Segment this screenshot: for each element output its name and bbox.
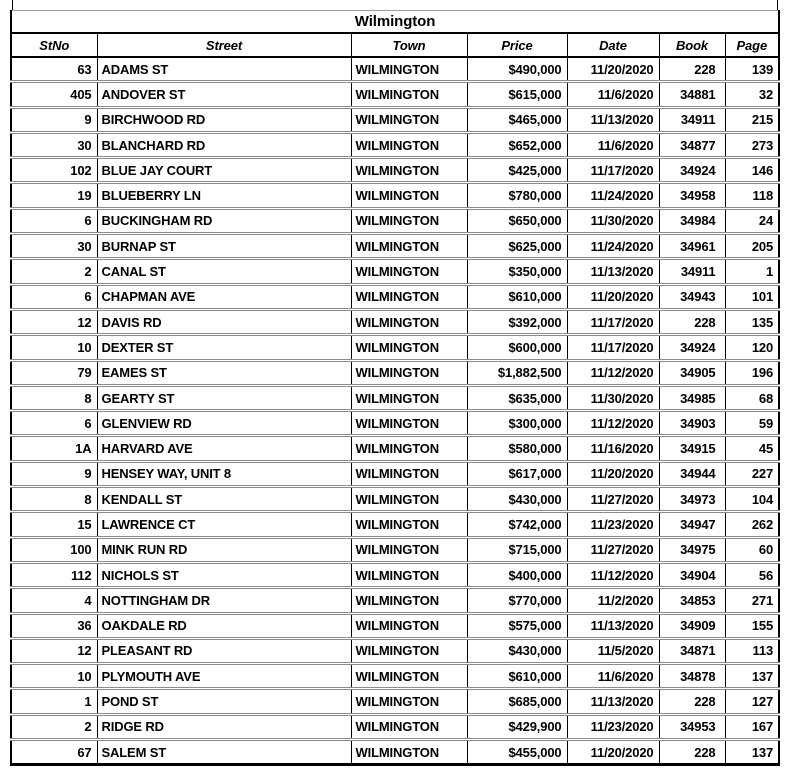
cell-date: 11/2/2020 bbox=[567, 588, 659, 613]
cell-stno: 112 bbox=[11, 562, 97, 587]
cell-price: $610,000 bbox=[467, 664, 567, 689]
cell-book: 34961 bbox=[659, 234, 725, 259]
cell-book: 34878 bbox=[659, 664, 725, 689]
cell-date: 11/13/2020 bbox=[567, 107, 659, 132]
cell-date: 11/6/2020 bbox=[567, 132, 659, 157]
cell-stno: 2 bbox=[11, 259, 97, 284]
cell-town: WILMINGTON bbox=[351, 183, 467, 208]
table-row bbox=[11, 487, 779, 512]
column-header-book: Book bbox=[659, 33, 725, 57]
cell-book: 34975 bbox=[659, 537, 725, 562]
cell-street: ADAMS ST bbox=[97, 57, 351, 82]
cell-book: 34924 bbox=[659, 335, 725, 360]
cell-town: WILMINGTON bbox=[351, 360, 467, 385]
cell-town: WILMINGTON bbox=[351, 208, 467, 233]
cell-stno: 30 bbox=[11, 234, 97, 259]
cell-price: $580,000 bbox=[467, 436, 567, 461]
table-row bbox=[11, 360, 779, 385]
cell-street: PLYMOUTH AVE bbox=[97, 664, 351, 689]
cell-page: 215 bbox=[725, 107, 779, 132]
cell-street: POND ST bbox=[97, 689, 351, 714]
cell-street: EAMES ST bbox=[97, 360, 351, 385]
cell-page: 155 bbox=[725, 613, 779, 638]
cell-stno: 10 bbox=[11, 335, 97, 360]
cell-price: $490,000 bbox=[467, 57, 567, 82]
cell-book: 34877 bbox=[659, 132, 725, 157]
table-row bbox=[11, 436, 779, 461]
table-row bbox=[11, 385, 779, 410]
cell-page: 59 bbox=[725, 411, 779, 436]
cell-page: 120 bbox=[725, 335, 779, 360]
cell-page: 32 bbox=[725, 82, 779, 107]
cell-street: BUCKINGHAM RD bbox=[97, 208, 351, 233]
cell-town: WILMINGTON bbox=[351, 57, 467, 82]
cell-stno: 63 bbox=[11, 57, 97, 82]
cell-page: 101 bbox=[725, 284, 779, 309]
cell-town: WILMINGTON bbox=[351, 512, 467, 537]
cell-book: 34904 bbox=[659, 562, 725, 587]
cell-price: $685,000 bbox=[467, 689, 567, 714]
cell-street: RIDGE RD bbox=[97, 714, 351, 739]
cell-town: WILMINGTON bbox=[351, 335, 467, 360]
cell-page: 205 bbox=[725, 234, 779, 259]
cell-street: CHAPMAN AVE bbox=[97, 284, 351, 309]
table-title-row bbox=[11, 11, 779, 34]
cell-book: 228 bbox=[659, 740, 725, 765]
cell-book: 34881 bbox=[659, 82, 725, 107]
cell-stno: 1 bbox=[11, 689, 97, 714]
cell-stno: 4 bbox=[11, 588, 97, 613]
cell-date: 11/20/2020 bbox=[567, 57, 659, 82]
cell-page: 135 bbox=[725, 309, 779, 334]
cell-town: WILMINGTON bbox=[351, 537, 467, 562]
cell-street: NOTTINGHAM DR bbox=[97, 588, 351, 613]
cell-page: 127 bbox=[725, 689, 779, 714]
cell-page: 196 bbox=[725, 360, 779, 385]
table-row bbox=[11, 537, 779, 562]
cell-book: 34958 bbox=[659, 183, 725, 208]
cell-book: 34905 bbox=[659, 360, 725, 385]
table-row bbox=[11, 158, 779, 183]
cell-date: 11/30/2020 bbox=[567, 208, 659, 233]
cell-stno: 9 bbox=[11, 107, 97, 132]
cell-price: $430,000 bbox=[467, 487, 567, 512]
cell-book: 34903 bbox=[659, 411, 725, 436]
cell-stno: 1A bbox=[11, 436, 97, 461]
table-row bbox=[11, 234, 779, 259]
cell-price: $430,000 bbox=[467, 638, 567, 663]
table-row bbox=[11, 57, 779, 82]
table-row bbox=[11, 562, 779, 587]
cell-price: $400,000 bbox=[467, 562, 567, 587]
cell-date: 11/17/2020 bbox=[567, 335, 659, 360]
cell-price: $617,000 bbox=[467, 461, 567, 486]
cell-book: 228 bbox=[659, 689, 725, 714]
cell-street: DAVIS RD bbox=[97, 309, 351, 334]
cell-stno: 15 bbox=[11, 512, 97, 537]
table-row bbox=[11, 335, 779, 360]
cell-page: 137 bbox=[725, 740, 779, 765]
cell-book: 34953 bbox=[659, 714, 725, 739]
cell-price: $625,000 bbox=[467, 234, 567, 259]
cell-date: 11/5/2020 bbox=[567, 638, 659, 663]
cell-street: BLUEBERRY LN bbox=[97, 183, 351, 208]
table-row bbox=[11, 638, 779, 663]
cell-book: 34853 bbox=[659, 588, 725, 613]
cell-town: WILMINGTON bbox=[351, 740, 467, 765]
cell-book: 34944 bbox=[659, 461, 725, 486]
cell-town: WILMINGTON bbox=[351, 385, 467, 410]
column-header-page: Page bbox=[725, 33, 779, 57]
sales-table bbox=[10, 10, 780, 766]
cell-stno: 10 bbox=[11, 664, 97, 689]
cell-stno: 12 bbox=[11, 309, 97, 334]
cell-street: HENSEY WAY, UNIT 8 bbox=[97, 461, 351, 486]
cell-street: NICHOLS ST bbox=[97, 562, 351, 587]
column-header-stno: StNo bbox=[11, 33, 97, 57]
cell-date: 11/24/2020 bbox=[567, 183, 659, 208]
cell-price: $652,000 bbox=[467, 132, 567, 157]
cell-book: 228 bbox=[659, 57, 725, 82]
cell-stno: 8 bbox=[11, 385, 97, 410]
cell-price: $429,900 bbox=[467, 714, 567, 739]
cell-date: 11/27/2020 bbox=[567, 487, 659, 512]
cell-price: $600,000 bbox=[467, 335, 567, 360]
table-row bbox=[11, 82, 779, 107]
cell-street: CANAL ST bbox=[97, 259, 351, 284]
cell-price: $455,000 bbox=[467, 740, 567, 765]
cell-price: $610,000 bbox=[467, 284, 567, 309]
table-row bbox=[11, 309, 779, 334]
cell-book: 34924 bbox=[659, 158, 725, 183]
cell-town: WILMINGTON bbox=[351, 132, 467, 157]
cell-town: WILMINGTON bbox=[351, 664, 467, 689]
cell-date: 11/12/2020 bbox=[567, 360, 659, 385]
cell-book: 34909 bbox=[659, 613, 725, 638]
cell-page: 104 bbox=[725, 487, 779, 512]
cell-town: WILMINGTON bbox=[351, 107, 467, 132]
cell-page: 273 bbox=[725, 132, 779, 157]
cell-street: GLENVIEW RD bbox=[97, 411, 351, 436]
cell-street: SALEM ST bbox=[97, 740, 351, 765]
cell-stno: 6 bbox=[11, 284, 97, 309]
cell-town: WILMINGTON bbox=[351, 689, 467, 714]
cell-street: BLUE JAY COURT bbox=[97, 158, 351, 183]
cell-town: WILMINGTON bbox=[351, 234, 467, 259]
table-row bbox=[11, 664, 779, 689]
cell-street: LAWRENCE CT bbox=[97, 512, 351, 537]
cell-price: $350,000 bbox=[467, 259, 567, 284]
cell-street: DEXTER ST bbox=[97, 335, 351, 360]
cell-stno: 12 bbox=[11, 638, 97, 663]
cell-date: 11/20/2020 bbox=[567, 461, 659, 486]
cell-page: 271 bbox=[725, 588, 779, 613]
cell-stno: 9 bbox=[11, 461, 97, 486]
cell-price: $780,000 bbox=[467, 183, 567, 208]
cell-town: WILMINGTON bbox=[351, 461, 467, 486]
cell-page: 60 bbox=[725, 537, 779, 562]
cell-stno: 100 bbox=[11, 537, 97, 562]
table-row bbox=[11, 613, 779, 638]
cell-date: 11/23/2020 bbox=[567, 512, 659, 537]
cell-stno: 102 bbox=[11, 158, 97, 183]
cell-street: MINK RUN RD bbox=[97, 537, 351, 562]
table-row bbox=[11, 714, 779, 739]
cell-price: $770,000 bbox=[467, 588, 567, 613]
cell-date: 11/20/2020 bbox=[567, 740, 659, 765]
cell-street: PLEASANT RD bbox=[97, 638, 351, 663]
cell-date: 11/12/2020 bbox=[567, 562, 659, 587]
table-row bbox=[11, 183, 779, 208]
cell-town: WILMINGTON bbox=[351, 82, 467, 107]
cell-book: 34985 bbox=[659, 385, 725, 410]
cell-page: 118 bbox=[725, 183, 779, 208]
table-row bbox=[11, 512, 779, 537]
cell-price: $300,000 bbox=[467, 411, 567, 436]
table-row bbox=[11, 208, 779, 233]
column-header-date: Date bbox=[567, 33, 659, 57]
cell-date: 11/30/2020 bbox=[567, 385, 659, 410]
cell-page: 45 bbox=[725, 436, 779, 461]
cell-stno: 30 bbox=[11, 132, 97, 157]
cell-town: WILMINGTON bbox=[351, 588, 467, 613]
cell-page: 113 bbox=[725, 638, 779, 663]
cell-street: OAKDALE RD bbox=[97, 613, 351, 638]
cell-stno: 6 bbox=[11, 208, 97, 233]
table-row bbox=[11, 284, 779, 309]
cell-page: 139 bbox=[725, 57, 779, 82]
cell-price: $615,000 bbox=[467, 82, 567, 107]
cell-date: 11/27/2020 bbox=[567, 537, 659, 562]
cell-street: HARVARD AVE bbox=[97, 436, 351, 461]
cell-street: BLANCHARD RD bbox=[97, 132, 351, 157]
cell-street: BURNAP ST bbox=[97, 234, 351, 259]
cell-date: 11/16/2020 bbox=[567, 436, 659, 461]
cell-book: 34911 bbox=[659, 107, 725, 132]
cell-stno: 6 bbox=[11, 411, 97, 436]
table-header-row bbox=[11, 33, 779, 57]
table-row bbox=[11, 740, 779, 765]
cell-price: $575,000 bbox=[467, 613, 567, 638]
cell-price: $425,000 bbox=[467, 158, 567, 183]
cell-stno: 2 bbox=[11, 714, 97, 739]
cell-stno: 79 bbox=[11, 360, 97, 385]
cell-town: WILMINGTON bbox=[351, 638, 467, 663]
cell-book: 34943 bbox=[659, 284, 725, 309]
cell-date: 11/6/2020 bbox=[567, 82, 659, 107]
cell-page: 1 bbox=[725, 259, 779, 284]
cell-book: 34871 bbox=[659, 638, 725, 663]
cell-page: 262 bbox=[725, 512, 779, 537]
cell-town: WILMINGTON bbox=[351, 259, 467, 284]
cell-town: WILMINGTON bbox=[351, 562, 467, 587]
cell-street: GEARTY ST bbox=[97, 385, 351, 410]
cell-date: 11/23/2020 bbox=[567, 714, 659, 739]
cell-town: WILMINGTON bbox=[351, 714, 467, 739]
cell-date: 11/13/2020 bbox=[567, 259, 659, 284]
cell-stno: 67 bbox=[11, 740, 97, 765]
cell-book: 34915 bbox=[659, 436, 725, 461]
cell-date: 11/13/2020 bbox=[567, 613, 659, 638]
cell-town: WILMINGTON bbox=[351, 284, 467, 309]
cell-price: $742,000 bbox=[467, 512, 567, 537]
cell-page: 146 bbox=[725, 158, 779, 183]
table-row bbox=[11, 461, 779, 486]
cell-date: 11/12/2020 bbox=[567, 411, 659, 436]
cell-date: 11/20/2020 bbox=[567, 284, 659, 309]
cell-price: $650,000 bbox=[467, 208, 567, 233]
cell-book: 34973 bbox=[659, 487, 725, 512]
cell-town: WILMINGTON bbox=[351, 613, 467, 638]
cell-price: $1,882,500 bbox=[467, 360, 567, 385]
cell-street: BIRCHWOOD RD bbox=[97, 107, 351, 132]
cell-date: 11/6/2020 bbox=[567, 664, 659, 689]
cell-stno: 36 bbox=[11, 613, 97, 638]
column-header-street: Street bbox=[97, 33, 351, 57]
table-row bbox=[11, 689, 779, 714]
cell-stno: 405 bbox=[11, 82, 97, 107]
cell-book: 34947 bbox=[659, 512, 725, 537]
cell-price: $635,000 bbox=[467, 385, 567, 410]
table-title: Wilmington bbox=[11, 11, 779, 34]
cropped-row-stub bbox=[12, 0, 778, 10]
cell-town: WILMINGTON bbox=[351, 158, 467, 183]
cell-page: 24 bbox=[725, 208, 779, 233]
cell-street: KENDALL ST bbox=[97, 487, 351, 512]
cell-town: WILMINGTON bbox=[351, 411, 467, 436]
table-row bbox=[11, 259, 779, 284]
cell-page: 56 bbox=[725, 562, 779, 587]
cell-date: 11/13/2020 bbox=[567, 689, 659, 714]
cell-town: WILMINGTON bbox=[351, 487, 467, 512]
table-row bbox=[11, 411, 779, 436]
cell-page: 167 bbox=[725, 714, 779, 739]
cell-price: $465,000 bbox=[467, 107, 567, 132]
column-header-town: Town bbox=[351, 33, 467, 57]
cell-book: 228 bbox=[659, 309, 725, 334]
cell-page: 227 bbox=[725, 461, 779, 486]
cell-date: 11/17/2020 bbox=[567, 309, 659, 334]
cell-page: 68 bbox=[725, 385, 779, 410]
cell-date: 11/24/2020 bbox=[567, 234, 659, 259]
cell-town: WILMINGTON bbox=[351, 309, 467, 334]
cell-book: 34911 bbox=[659, 259, 725, 284]
cell-stno: 19 bbox=[11, 183, 97, 208]
cell-price: $392,000 bbox=[467, 309, 567, 334]
table-row bbox=[11, 588, 779, 613]
cell-town: WILMINGTON bbox=[351, 436, 467, 461]
table-row bbox=[11, 132, 779, 157]
cell-page: 137 bbox=[725, 664, 779, 689]
cell-stno: 8 bbox=[11, 487, 97, 512]
cell-book: 34984 bbox=[659, 208, 725, 233]
column-header-price: Price bbox=[467, 33, 567, 57]
table-row bbox=[11, 107, 779, 132]
cell-street: ANDOVER ST bbox=[97, 82, 351, 107]
cell-date: 11/17/2020 bbox=[567, 158, 659, 183]
cell-price: $715,000 bbox=[467, 537, 567, 562]
